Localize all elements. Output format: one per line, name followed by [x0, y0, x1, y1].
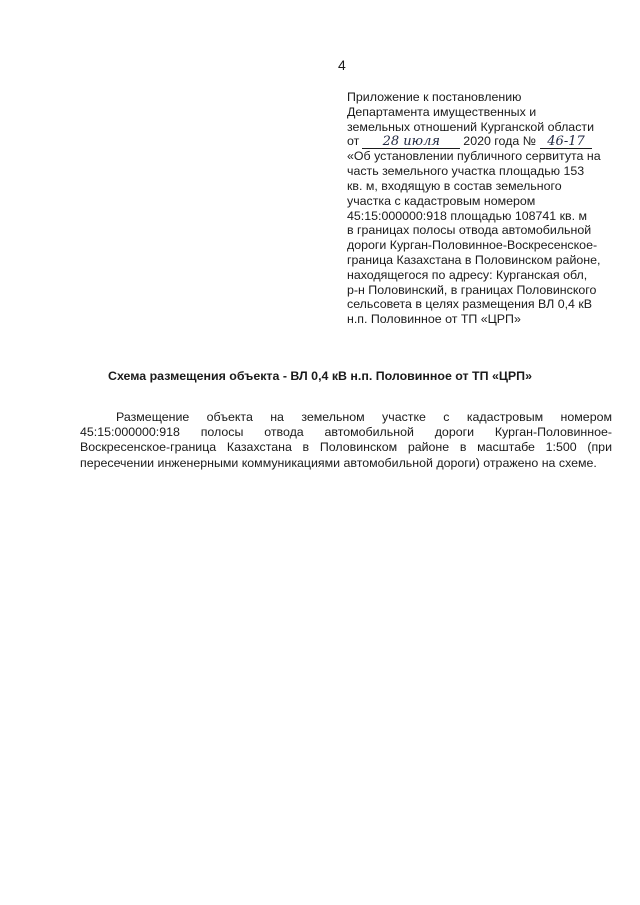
resolution-title-line: дороги Курган-Половинное-Воскресенское-: [347, 238, 598, 253]
resolution-title-line: кв. м, входящую в состав земельного: [347, 178, 562, 193]
handwritten-date: 28 июля: [362, 136, 460, 149]
schema-title: Схема размещения объекта - ВЛ 0,4 кВ н.п. Половинное от ТП «ЦРП»: [108, 369, 532, 383]
resolution-title-line: часть земельного участка площадью 153: [347, 164, 585, 179]
body-paragraph: Размещение объекта на земельном участке с кадастровым номером 45:15:000000:918 полосы отвода автомобильной дороги Курган-Половинное-Воскресенское-граница Казахстана в Половинском районе в масштабе 1:500 (при пересечении инженерными коммуникациями автомобильной дороги) отражено на схеме.: [80, 410, 612, 470]
resolution-title-line: н.п. Половинное от ТП «ЦРП»: [347, 312, 521, 327]
resolution-title-line: «Об установлении публичного сервитута на: [347, 149, 601, 164]
appendix-line: Приложение к постановлению: [347, 90, 522, 104]
page-number: 4: [338, 57, 346, 73]
appendix-line: земельных отношений Курганской области: [347, 119, 594, 134]
resolution-title-line: находящегося по адресу: Курганская обл,: [347, 267, 588, 282]
resolution-title-line: участка с кадастровым номером: [347, 193, 536, 208]
handwritten-number: 46-17: [540, 136, 592, 149]
resolution-title-line: р-н Половинский, в границах Половинского: [347, 282, 597, 297]
from-label: от: [347, 134, 360, 149]
resolution-title-line: 45:15:000000:918 площадью 108741 кв. м: [347, 208, 588, 223]
resolution-title-line: сельсовета в целях размещения ВЛ 0,4 кВ: [347, 297, 593, 312]
appendix-line: Департамента имущественных и: [347, 104, 537, 119]
resolution-title-line: в границах полосы отвода автомобильной: [347, 223, 592, 238]
appendix-block: [347, 90, 617, 327]
resolution-title-line: граница Казахстана в Половинском районе,: [347, 252, 601, 267]
date-number-line: [347, 134, 617, 149]
year-label: 2020 года №: [463, 134, 537, 149]
